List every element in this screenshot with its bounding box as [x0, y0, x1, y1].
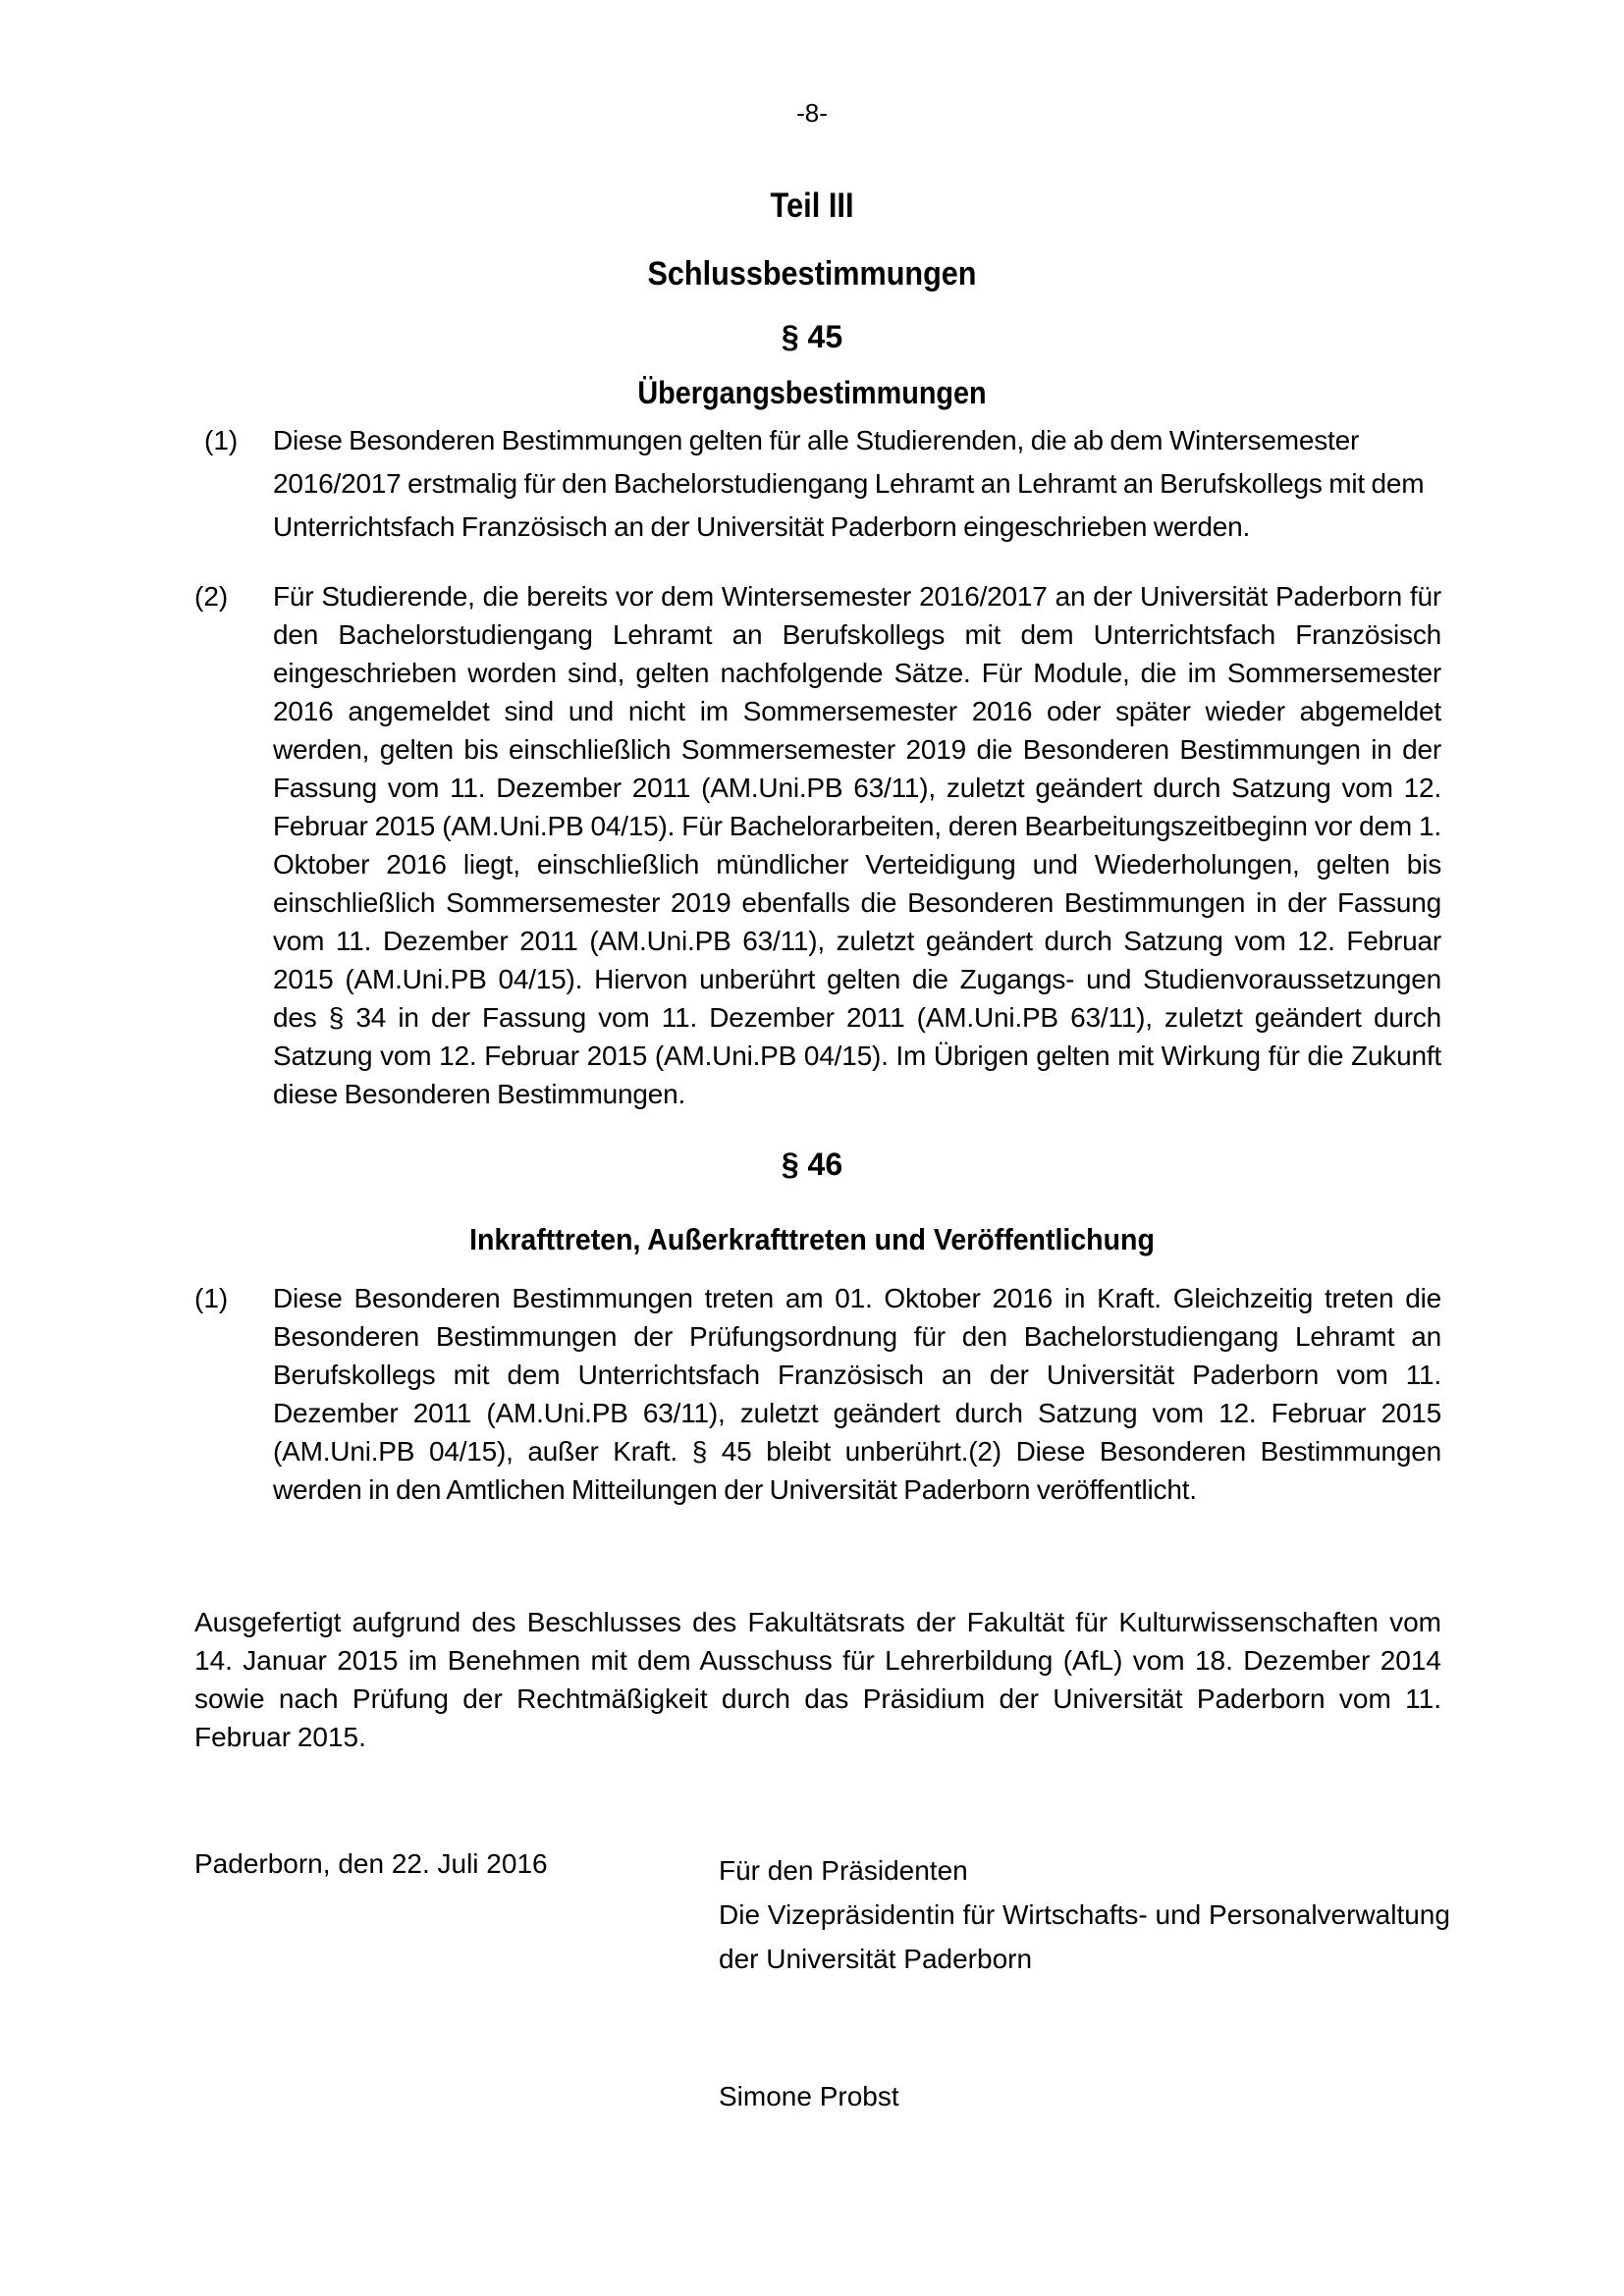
section-46-number: § 46 [781, 1147, 843, 1182]
signatory-name: Simone Probst [719, 2081, 899, 2111]
paragraph-label: (1) [204, 425, 239, 455]
paragraph-label: (2) [194, 581, 229, 612]
signature-block [719, 1848, 1450, 1981]
part-subtitle: Schlussbestimmungen [647, 255, 977, 293]
section-46-paragraph-1 [194, 1279, 1441, 1509]
place-date: Paderborn, den 22. Juli 2016 [194, 1848, 548, 1879]
section-45-title: Übergangsbestimmungen [637, 375, 987, 410]
section-45-paragraph-2 [194, 577, 1441, 1113]
section-46-title: Inkrafttreten, Außerkrafttreten und Veröffentlichung [469, 1222, 1155, 1256]
signature-line-2: Die Vizepräsidentin für Wirtschafts- und Personalverwaltung [719, 1899, 1450, 1930]
signature-line-3: der Universität Paderborn [719, 1944, 1033, 1974]
paragraph-text: Diese Besonderen Bestimmungen gelten für alle Studierenden, die ab dem Wintersemester 2016/2017 erstmalig für den Bachelorstudiengang Lehramt an Lehramt an Berufskollegs mit dem Unterrichtsfach Französisch an der Universität Paderborn eingeschrieben werden. [273, 425, 1425, 542]
section-45-number: § 45 [781, 319, 843, 354]
page-number: -8- [796, 98, 828, 128]
paragraph-label: (1) [194, 1283, 229, 1313]
paragraph-text: Diese Besonderen Bestimmungen treten am 01. Oktober 2016 in Kraft. Gleichzeitig treten die Besonderen Bestimmungen der Prüfungsordnung für den Bachelorstudiengang Lehramt an Berufskollegs mit dem Unterrichtsfach Französisch an der Universität Paderborn vom 11. Dezember 2011 (AM.Uni.PB 63/11), zuletzt geändert durch Satzung vom 12. Februar 2015 (AM.Uni.PB 04/15), außer Kraft. § 45 bleibt unberührt.(2) Diese Besonderen Bestimmungen werden in den Amtlichen Mitteilungen der Universität Paderborn veröffentlicht. [273, 1283, 1441, 1505]
paragraph-text: Für Studierende, die bereits vor dem Wintersemester 2016/2017 an der Universität Paderborn für den Bachelorstudiengang Lehramt an Berufskollegs mit dem Unterrichtsfach Französisch eingeschrieben worden sind, gelten nachfolgende Sätze. Für Module, die im Sommersemester 2016 angemeldet sind und nicht im Sommersemester 2016 oder später wieder abgemeldet werden, gelten bis einschließlich Sommersemester 2019 die Besonderen Bestimmungen in der Fassung vom 11. Dezember 2011 (AM.Uni.PB 63/11), zuletzt geändert durch Satzung vom 12. Februar 2015 (AM.Uni.PB 04/15). Für Bachelorarbeiten, deren Bearbeitungszeitbeginn vor dem 1. Oktober 2016 liegt, einschließlich mündlicher Verteidigung und Wiederholungen, gelten bis einschließlich Sommersemester 2019 ebenfalls die Besonderen Bestimmungen in der Fassung vom 11. Dezember 2011 (AM.Uni.PB 63/11), zuletzt geändert durch Satzung vom 12. Februar 2015 (AM.Uni.PB 04/15). Hiervon unberührt gelten die Zugangs- und Studienvoraussetzungen des § 34 in der Fassung vom 11. Dezember 2011 (AM.Uni.PB 63/11), zuletzt geändert durch Satzung vom 12. Februar 2015 (AM.Uni.PB 04/15). Im Übrigen gelten mit Wirkung für die Zukunft diese Besonderen Bestimmungen. [273, 581, 1441, 1109]
signature-line-1: Für den Präsidenten [719, 1855, 968, 1886]
part-title: Teil III [770, 187, 854, 225]
enactment-note: Ausgefertigt aufgrund des Beschlusses des Fakultätsrats der Fakultät für Kulturwissenschaften vom 14. Januar 2015 im Benehmen mit dem Ausschuss für Lehrerbildung (AfL) vom 18. Dezember 2014 sowie nach Prüfung der Rechtmäßigkeit durch das Präsidium der Universität Paderborn vom 11. Februar 2015. [194, 1607, 1441, 1752]
section-45-paragraph-1 [204, 419, 1441, 549]
